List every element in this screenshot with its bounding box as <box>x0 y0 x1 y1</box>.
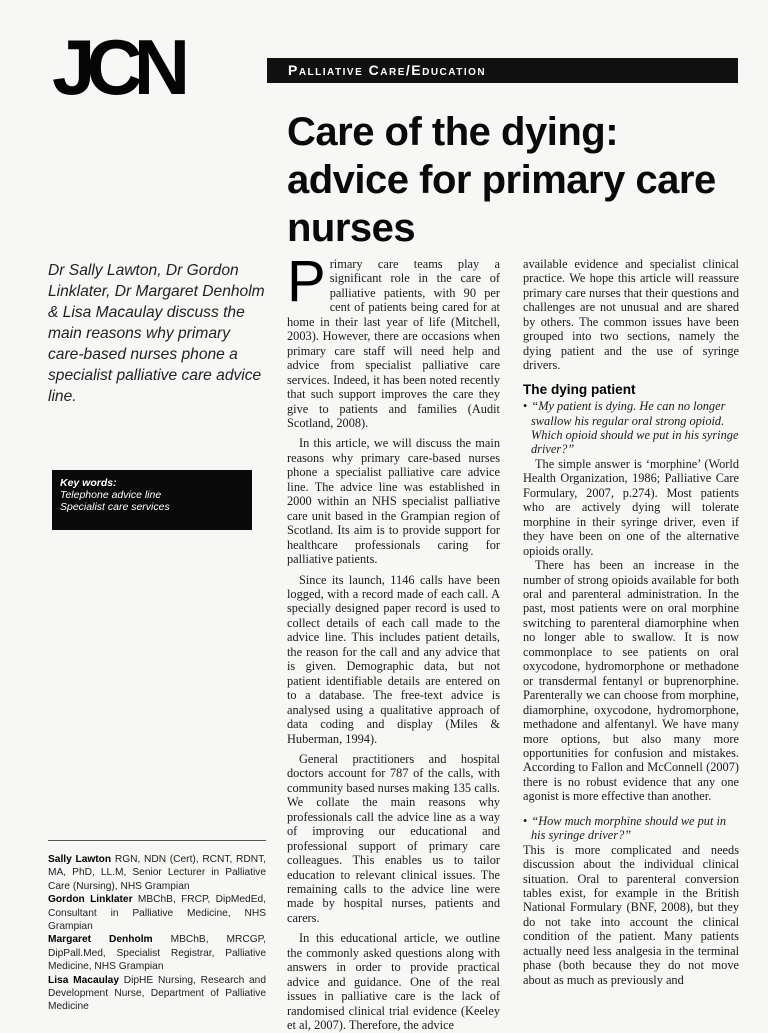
author-details: MBChB, MRCGP, DipPall.Med, Specialist Registrar, Palliative Medicine, NHS Grampian <box>48 934 266 973</box>
question-text: “How much morphine should we put in his syringe driver?” <box>531 813 727 843</box>
body-paragraph: There has been an increase in the number of strong opioids available for both oral and parenteral administration. In the past, most patients were on oral morphine switching to parenteral diamorphine when no longer able to swallow. It is now commonplace to see patients on oral oxycodone, hydromorphone or methadone or transdermal fentanyl or buprenorphine. Parenterally we can choose from morphine, diamorphine, oxycodone, hydromorphone, methadone and alfentanyl. We have many more options, but also many more opportunities for confusion and mistakes. According to Fallon and McConnell (2007) there is no robust evidence that any one agonist is more effective than another. <box>523 558 739 804</box>
bullet-icon: • <box>523 399 528 414</box>
question-text: “My patient is dying. He can no longer swallow his regular oral strong opioid. Which opioid should we put in his syringe driver?” <box>531 399 739 457</box>
keywords-title: Key words: <box>60 477 117 489</box>
body-paragraph: In this educational article, we outline the commonly asked questions along with answers in order to provide practical advice and guidance. One of the real issues in palliative care is the lack of randomised clinical trial evidence (Keeley et al, 2007). Therefore, the advice <box>287 931 500 1033</box>
keyword-item: Specialist care services <box>60 501 170 513</box>
body-paragraph: Since its launch, 1146 calls have been logged, with a record made of each call. A specially designed paper record is used to collect details of each call made to the advice line. This includes patient details, the reason for the call and any advice that is given. Demographic data, but not patient identifiable details are entered on to a database. The free-text advice is analysed using a qualitative approach of data coding and display (Miles & Huberman, 1994). <box>287 572 500 746</box>
section-header: Palliative Care/Education <box>267 58 738 83</box>
author-details: RGN, NDN (Cert), RCNT, RDNT, MA, PhD, LL.M, Senior Lecturer in Palliative Care (Nursing), NHS Grampian <box>48 854 266 892</box>
article-title: Care of the dying: advice for primary care nurses <box>287 110 716 250</box>
journal-logo: JCN <box>52 23 182 111</box>
drop-cap: P <box>287 249 326 314</box>
question-item <box>523 814 739 843</box>
author-credit <box>48 893 266 933</box>
author-details: MBChB, FRCP, DipMedEd, Consultant in Palliative Medicine, NHS Grampian <box>48 894 266 933</box>
author-credits <box>48 840 266 1014</box>
paragraph-text: rimary care teams play a significant role in the care of palliative patients, with 90 per cent of patients being cared for at home in their last year of life (Mitchell, 2003). However, there are occasions when primary care staff will need help and advice from specialist palliative care services. Indeed, it has been noted recently that such support improves the care they give to patients and families (Audit Scotland, 2008). <box>287 257 500 430</box>
body-paragraph: The simple answer is ‘morphine’ (World Health Organization, 1986; Palliative Care Formulary, 2007, p.274). Most patients who are actively dying will tolerate morphine in their syringe driver, even if they have been on one of the alternative opioids orally. <box>523 456 739 558</box>
section-subhead: The dying patient <box>523 381 636 397</box>
author-credit <box>48 933 266 973</box>
question-item <box>523 399 739 457</box>
body-paragraph: This is more complicated and needs discussion about the individual clinical situation. Oral to parenteral conversion tables exist, for example in the British National Formulary (BNF, 2008), but they do not take into account the clinical condition of the patient. Many patients actually need less analgesia in the terminal phase (both because they do not move about as much as previously and <box>523 842 739 987</box>
author-name: Gordon Linklater <box>48 894 133 906</box>
body-column-2 <box>523 257 739 987</box>
body-paragraph <box>287 249 500 430</box>
author-credit <box>48 853 266 893</box>
keywords-box <box>52 470 252 530</box>
body-paragraph: In this article, we will discuss the main reasons why primary care-based nurses phone a specialist palliative care advice line. The advice line was established in 2000 within an NHS specialist palliative care unit based in the Grampian region of Scotland. Its aim is to provide support for healthcare professionals caring for palliative patients. <box>287 436 500 567</box>
author-details: DipHE Nursing, Research and Development Nurse, Department of Palliative Medicine <box>48 974 266 1013</box>
keyword-item: Telephone advice line <box>60 489 162 501</box>
body-column-1 <box>287 249 500 1033</box>
bullet-icon: • <box>523 813 528 828</box>
standfirst: Dr Sally Lawton, Dr Gordon Linklater, Dr Margaret Denholm & Lisa Macaulay discuss the main reasons why primary care-based nurses phone a specialist palliative care advice line. <box>48 262 265 405</box>
author-name: Sally Lawton <box>48 854 112 865</box>
author-name: Margaret Denholm <box>48 934 153 946</box>
body-paragraph: available evidence and specialist clinical practice. We hope this article will reassure primary care nurses that their questions and challenges are not unusual and are shared by others. The common issues have been grouped into two sections, namely the dying patient and the use of syringe drivers. <box>523 257 739 373</box>
body-paragraph: General practitioners and hospital doctors account for 787 of the calls, with community based nurses making 135 calls. We collate the main reasons why professionals call the advice line as a way of improving our educational and professional support of primary care colleagues. This enables us to tailor education to relevant clinical issues. The remaining calls to the advice line were made by hospital nurses, patients and carers. <box>287 751 500 925</box>
author-credit <box>48 974 266 1014</box>
author-name: Lisa Macaulay <box>48 974 120 986</box>
